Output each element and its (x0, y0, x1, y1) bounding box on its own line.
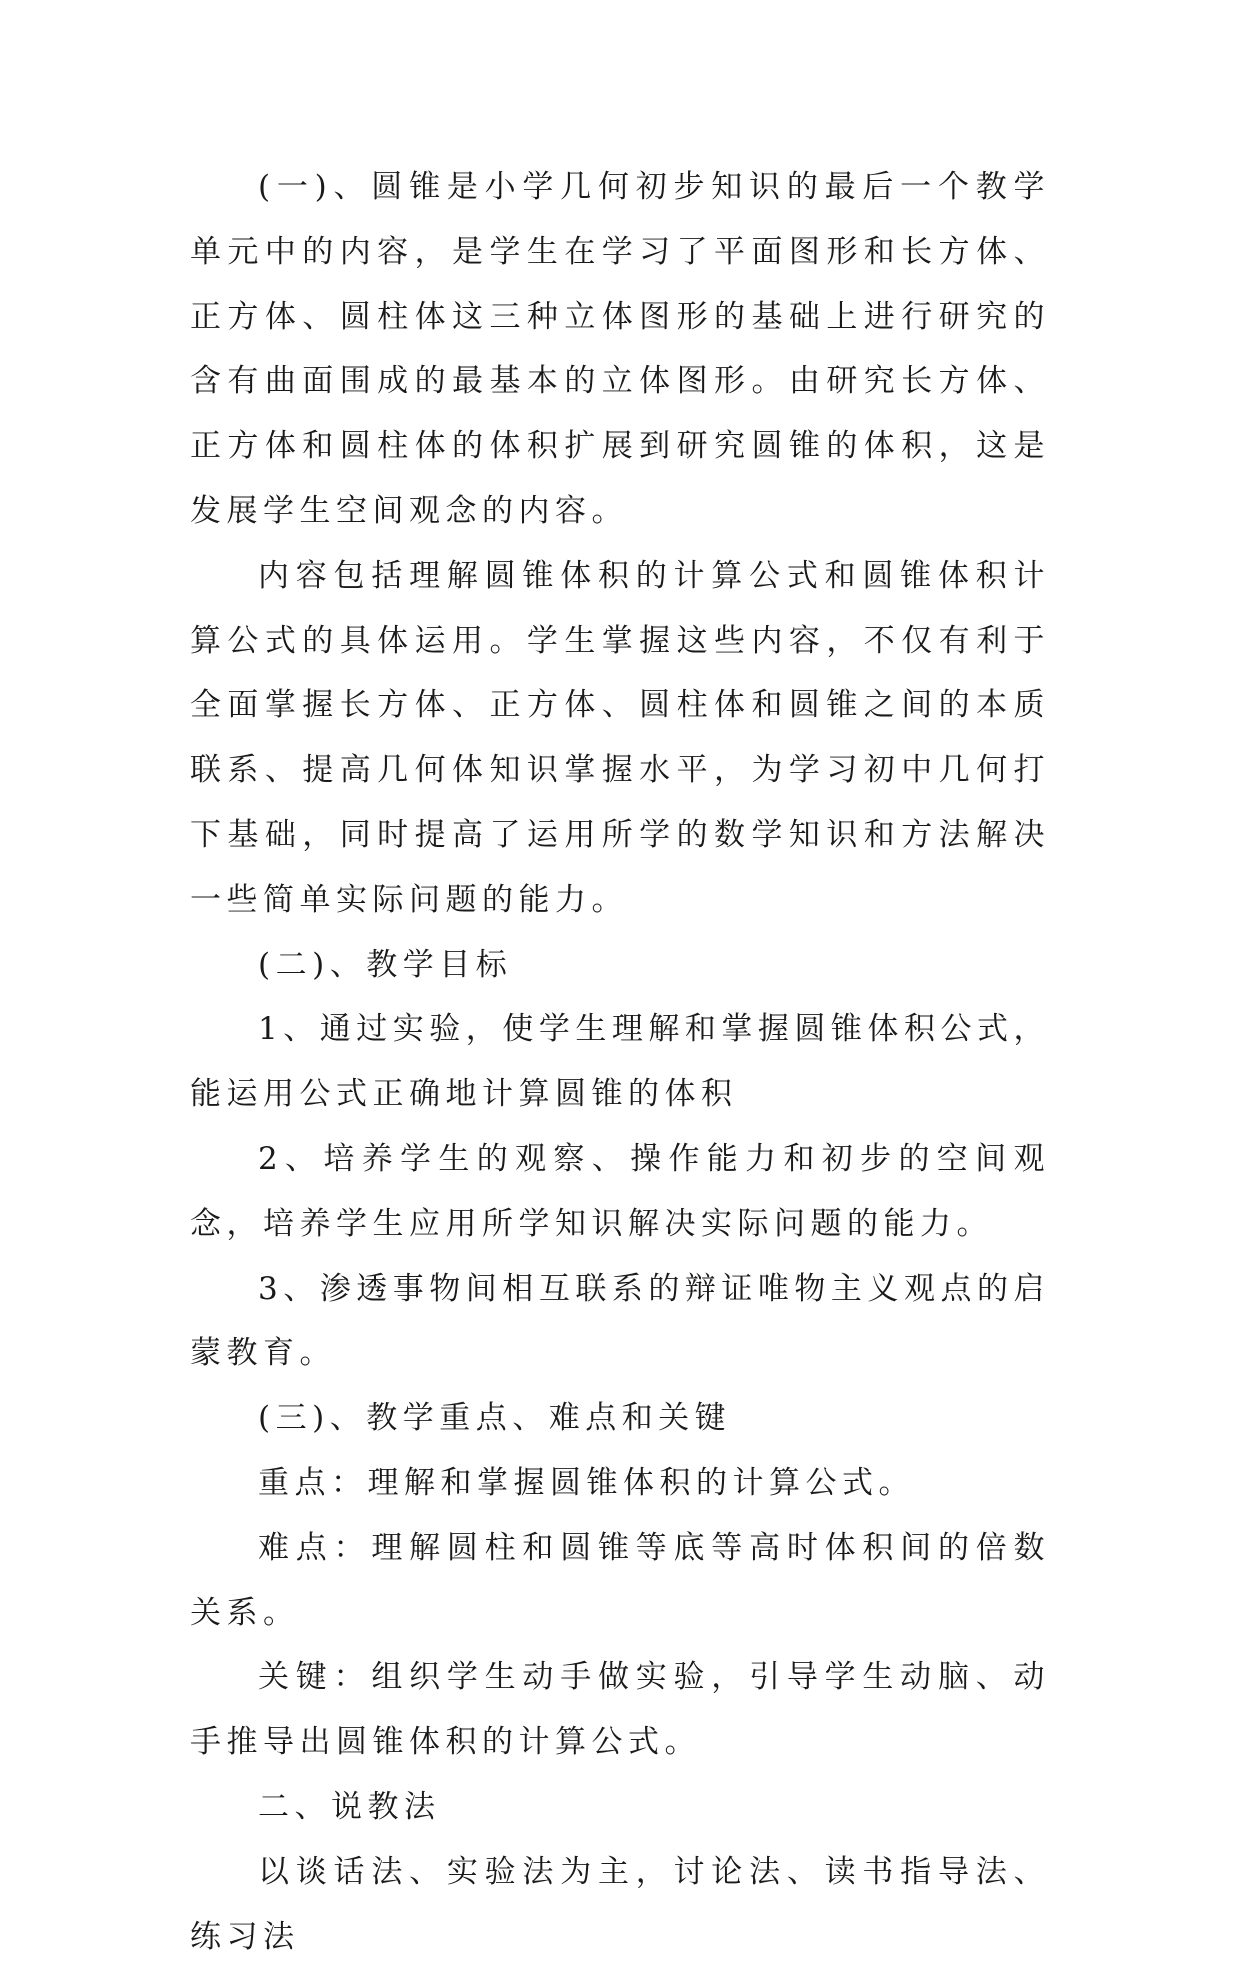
key-point-difficulty: 难点：理解圆柱和圆锥等底等高时体积间的倍数关系。 (190, 1529, 1050, 1631)
goal-item-3: 3、渗透事物间相互联系的辩证唯物主义观点的启蒙教育。 (190, 1270, 1050, 1372)
heading-teaching-methods: 二、说教法 (258, 1788, 441, 1825)
paragraph-content: 内容包括理解圆锥体积的计算公式和圆锥体积计算公式的具体运用。学生掌握这些内容，不仅有利于全面掌握长方体、正方体、圆柱体和圆锥之间的本质联系、提高几何体知识掌握水平，为学习初中几何打下基础，同时提高了运用所学的数学知识和方法解决一些简单实际问题的能力。 (190, 557, 1050, 918)
goal-item-1: 1、通过实验，使学生理解和掌握圆锥体积公式，能运用公式正确地计算圆锥的体积 (190, 1011, 1050, 1113)
document-body (190, 155, 1050, 1969)
goal-item-2: 2、培养学生的观察、操作能力和初步的空间观念，培养学生应用所学知识解决实际问题的能力。 (190, 1140, 1050, 1242)
paragraph-methods: 以谈话法、实验法为主，讨论法、读书指导法、练习法 (190, 1853, 1050, 1955)
heading-teaching-goals: (二)、教学目标 (258, 946, 513, 983)
heading-key-points: (三)、教学重点、难点和关键 (258, 1400, 732, 1437)
key-point-focus: 重点：理解和掌握圆锥体积的计算公式。 (258, 1464, 915, 1501)
paragraph-intro: (一)、圆锥是小学几何初步知识的最后一个教学单元中的内容，是学生在学习了平面图形和长方体、正方体、圆柱体这三种立体图形的基础上进行研究的含有曲面围成的最基本的立体图形。由研究长方体、正方体和圆柱体的体积扩展到研究圆锥的体积，这是发展学生空间观念的内容。 (190, 169, 1050, 529)
key-point-key: 关键：组织学生动手做实验，引导学生动脑、动手推导出圆锥体积的计算公式。 (190, 1659, 1050, 1761)
